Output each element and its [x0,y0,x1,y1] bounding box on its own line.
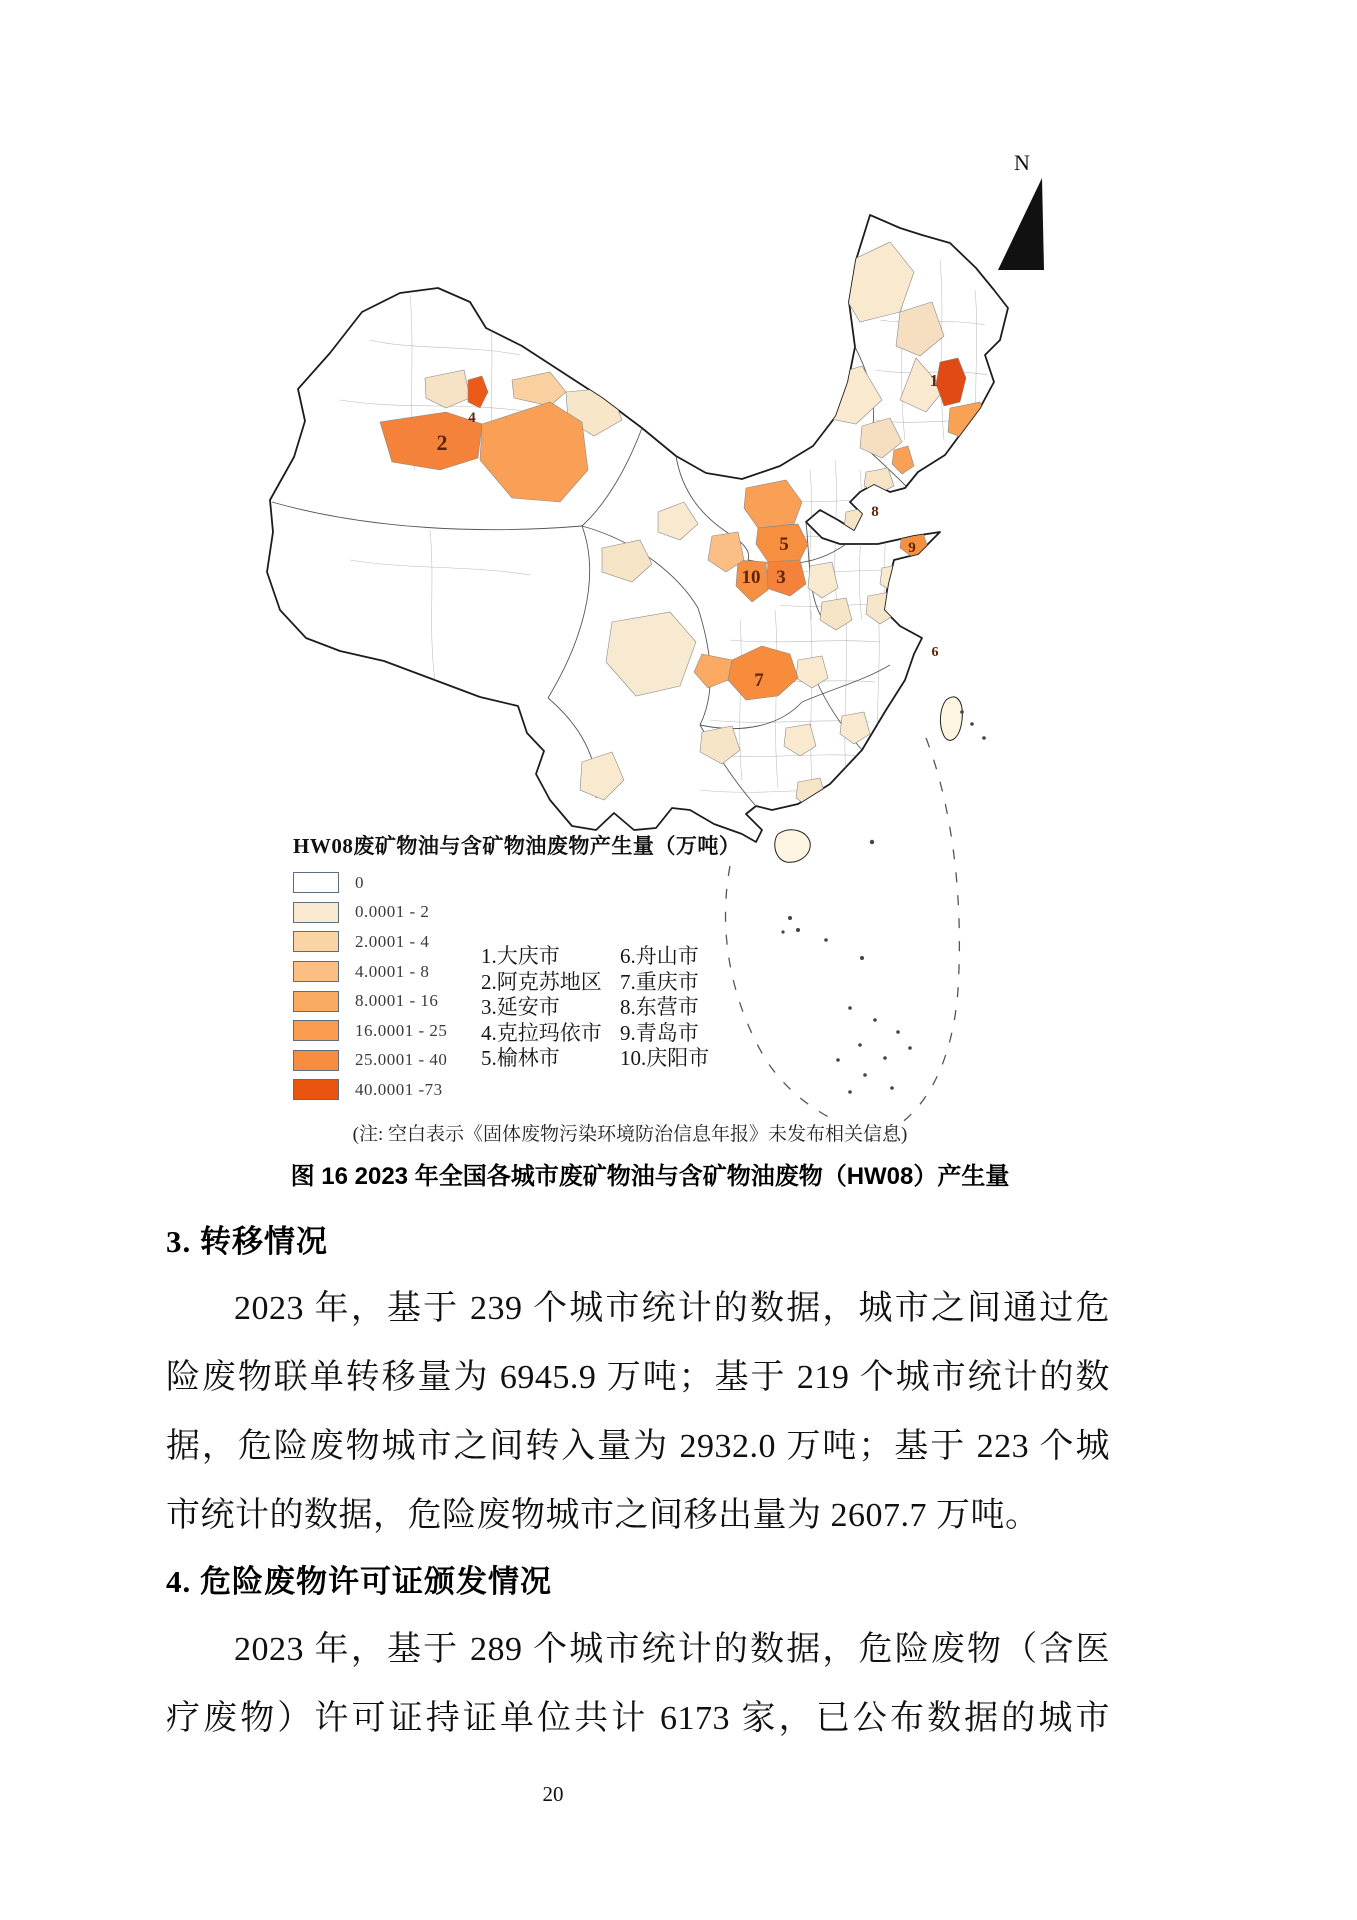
paragraph-line: 疗废物）许可证持证单位共计 6173 家，已公布数据的城市 [166,1700,1110,1737]
figure-caption: 图 16 2023 年全国各城市废矿物油与含矿物油废物（HW08）产生量 [290,1163,1010,1190]
taiwan-island [940,697,962,740]
north-label: N [1014,150,1030,175]
legend-swatch [293,961,339,982]
section-heading-3: 3. 转移情况 [166,1224,328,1259]
map-marker-8: 8 [871,504,879,520]
city-list-item: 1.大庆市 [481,944,560,968]
legend-item-label: 0 [355,872,364,892]
city-list-item: 3.延安市 [481,995,560,1020]
map-marker-7: 7 [754,670,764,691]
legend-swatch [293,902,339,923]
paragraph-line: 2023 年，基于 289 个城市统计的数据，危险废物（含医 [234,1631,1110,1668]
legend-item-label: 40.0001 -73 [355,1079,443,1099]
paragraph-line: 据，危险废物城市之间转入量为 2932.0 万吨；基于 223 个城 [166,1428,1110,1465]
hainan-island [775,830,810,862]
city-list-item: 5.榆林市 [481,1046,560,1071]
map-marker-3: 3 [776,567,786,588]
legend-swatch [293,1050,339,1071]
figure-note: (注: 空白表示《固体废物污染环境防治信息年报》未发布相关信息) [352,1124,908,1145]
map-marker-6: 6 [931,645,939,660]
legend-item-label: 16.0001 - 25 [355,1020,448,1040]
legend-item-label: 0.0001 - 2 [355,902,430,922]
map-marker-1: 1 [929,371,939,390]
city-list-col1 [481,944,602,1072]
map-marker-2: 2 [436,430,448,455]
city-list-item: 2.阿克苏地区 [481,969,602,994]
city-list-item: 8.东营市 [620,995,699,1020]
city-list-item: 7.重庆市 [620,969,699,994]
legend-item-label: 25.0001 - 40 [355,1050,448,1070]
paragraph-line: 市统计的数据，危险废物城市之间移出量为 2607.7 万吨。 [166,1497,1040,1534]
legend-item [293,898,740,928]
city-list-col2 [620,944,709,1072]
legend-item-label: 8.0001 - 16 [355,991,439,1011]
city-list-item: 4.克拉玛依市 [481,1020,602,1045]
section-heading-4: 4. 危险废物许可证颁发情况 [166,1564,552,1599]
north-arrow-icon [998,150,1044,270]
city-list-item: 9.青岛市 [620,1020,699,1045]
legend-item [293,868,740,898]
map-marker-5: 5 [779,534,789,555]
paragraph-line: 险废物联单转移量为 6945.9 万吨；基于 219 个城市统计的数 [166,1359,1110,1396]
paragraph-line: 2023 年，基于 239 个城市统计的数据，城市之间通过危 [234,1290,1110,1327]
map-marker-10: 10 [741,567,761,588]
legend-item-label: 4.0001 - 8 [355,961,430,981]
legend-swatch [293,931,339,952]
legend-title: HW08废矿物油与含矿物油废物产生量（万吨） [293,834,741,858]
map-marker-4: 4 [468,410,476,426]
city-list-item: 10.庆阳市 [620,1046,710,1071]
legend-item-label: 2.0001 - 4 [355,931,430,951]
legend-swatch [293,991,339,1012]
city-list-item: 6.舟山市 [620,944,699,968]
legend-item [293,1075,740,1105]
legend-swatch [293,1020,339,1041]
map-marker-9: 9 [908,540,916,556]
legend-swatch [293,872,339,893]
page-number: 20 [542,1782,564,1806]
legend-swatch [293,1079,339,1100]
